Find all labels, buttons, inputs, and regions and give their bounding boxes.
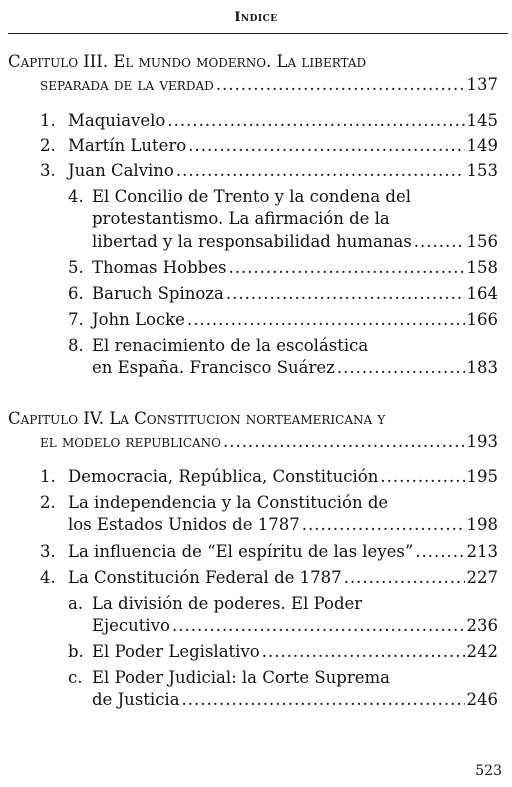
- leader-dots: [167, 110, 464, 132]
- toc-num: 1.: [40, 111, 56, 130]
- toc-row: [92, 309, 498, 331]
- toc-num: b.: [68, 642, 84, 661]
- toc-row: [92, 231, 498, 253]
- toc-row: [68, 466, 498, 488]
- toc-title: protestantismo. La afirmación de la: [92, 209, 390, 228]
- leader-dots: [226, 283, 465, 305]
- toc-page: 195: [466, 467, 498, 486]
- toc-row: [92, 283, 498, 305]
- toc-page: 145: [466, 111, 498, 130]
- toc-row: [68, 514, 498, 536]
- toc-title: los Estados Unidos de 1787: [68, 515, 300, 534]
- toc-row: [92, 689, 498, 711]
- toc-num: 3.: [40, 161, 56, 180]
- page-header: Indice: [234, 10, 278, 25]
- toc-title: El Poder Legislativo: [92, 642, 260, 661]
- chapter3-title-line2: separada de la verdad: [40, 75, 214, 94]
- toc-row: [68, 567, 498, 589]
- toc-page: 166: [466, 310, 498, 329]
- toc-title: La división de poderes. El Poder: [92, 594, 363, 613]
- toc-row: [68, 110, 498, 132]
- toc-row: [68, 541, 498, 563]
- toc-num: 3.: [40, 542, 56, 561]
- toc-title: Thomas Hobbes: [92, 258, 227, 277]
- leader-dots: [344, 567, 465, 589]
- toc-row: [68, 160, 498, 182]
- toc-page: 198: [466, 515, 498, 534]
- toc-title: La Constitución Federal de 1787: [68, 568, 342, 587]
- leader-dots: [414, 231, 465, 253]
- toc-num: 2.: [40, 136, 56, 155]
- toc-title: El Concilio de Trento y la condena del: [92, 187, 412, 206]
- toc-page: 158: [466, 258, 498, 277]
- toc-page: 183: [466, 358, 498, 377]
- toc-num: 1.: [40, 467, 56, 486]
- toc-title: Ejecutivo: [92, 616, 170, 635]
- leader-dots: [228, 257, 464, 279]
- toc-title: El renacimiento de la escolástica: [92, 336, 369, 355]
- leader-dots: [188, 135, 464, 157]
- chapter4-title-line1: Capitulo IV. La Constitucion norteamericana y: [8, 409, 386, 428]
- toc-page: 213: [466, 542, 498, 561]
- toc-title: Juan Calvino: [68, 161, 174, 180]
- leader-dots: [302, 514, 465, 536]
- chapter3-title-row: [40, 74, 498, 96]
- chapter4-page: 193: [466, 432, 498, 451]
- leader-dots: [216, 74, 465, 96]
- toc-num: 8.: [68, 336, 84, 355]
- toc-page: 153: [466, 161, 498, 180]
- leader-dots: [176, 160, 465, 182]
- leader-dots: [380, 466, 464, 488]
- toc-num: c.: [68, 668, 83, 687]
- toc-page: 164: [466, 284, 498, 303]
- toc-num: 6.: [68, 284, 84, 303]
- leader-dots: [172, 615, 465, 637]
- toc-num: 5.: [68, 258, 84, 277]
- leader-dots: [262, 641, 465, 663]
- leader-dots: [182, 689, 465, 711]
- page-number: 523: [475, 763, 502, 779]
- toc-num: 4.: [40, 568, 56, 587]
- chapter3-title-line1: Capitulo III. El mundo moderno. La libertad: [8, 52, 367, 71]
- chapter3-page: 137: [466, 75, 498, 94]
- toc-page: 246: [466, 690, 498, 709]
- toc-title: La independencia y la Constitución de: [68, 493, 389, 512]
- toc-page: 149: [466, 136, 498, 155]
- chapter4-title-line2: el modelo republicano: [40, 432, 222, 451]
- leader-dots: [223, 431, 464, 453]
- toc-title: de Justicia: [92, 690, 180, 709]
- toc-title: Maquiavelo: [68, 111, 166, 130]
- header-rule: [8, 33, 508, 34]
- toc-page: 227: [466, 568, 498, 587]
- toc-num: a.: [68, 594, 84, 613]
- chapter4-title-row: [40, 431, 498, 453]
- toc-title: Martín Lutero: [68, 136, 187, 155]
- toc-num: 2.: [40, 493, 56, 512]
- toc-page: 236: [466, 616, 498, 635]
- toc-title: en España. Francisco Suárez: [92, 358, 335, 377]
- toc-page: 156: [466, 232, 498, 251]
- toc-row: [92, 357, 498, 379]
- leader-dots: [187, 309, 465, 331]
- toc-num: 7.: [68, 310, 84, 329]
- leader-dots: [337, 357, 465, 379]
- toc-title: La influencia de “El espíritu de las leyes”: [68, 542, 414, 561]
- toc-row: [92, 257, 498, 279]
- toc-num: 4.: [68, 187, 84, 206]
- toc-row: [92, 615, 498, 637]
- toc-title: Baruch Spinoza: [92, 284, 224, 303]
- toc-title: libertad y la responsabilidad humanas: [92, 232, 412, 251]
- leader-dots: [415, 541, 464, 563]
- toc-page: 242: [466, 642, 498, 661]
- toc-row: [92, 641, 498, 663]
- toc-title: John Locke: [92, 310, 185, 329]
- toc-title: Democracia, República, Constitución: [68, 467, 379, 486]
- toc-row: [68, 135, 498, 157]
- toc-title: El Poder Judicial: la Corte Suprema: [92, 668, 390, 687]
